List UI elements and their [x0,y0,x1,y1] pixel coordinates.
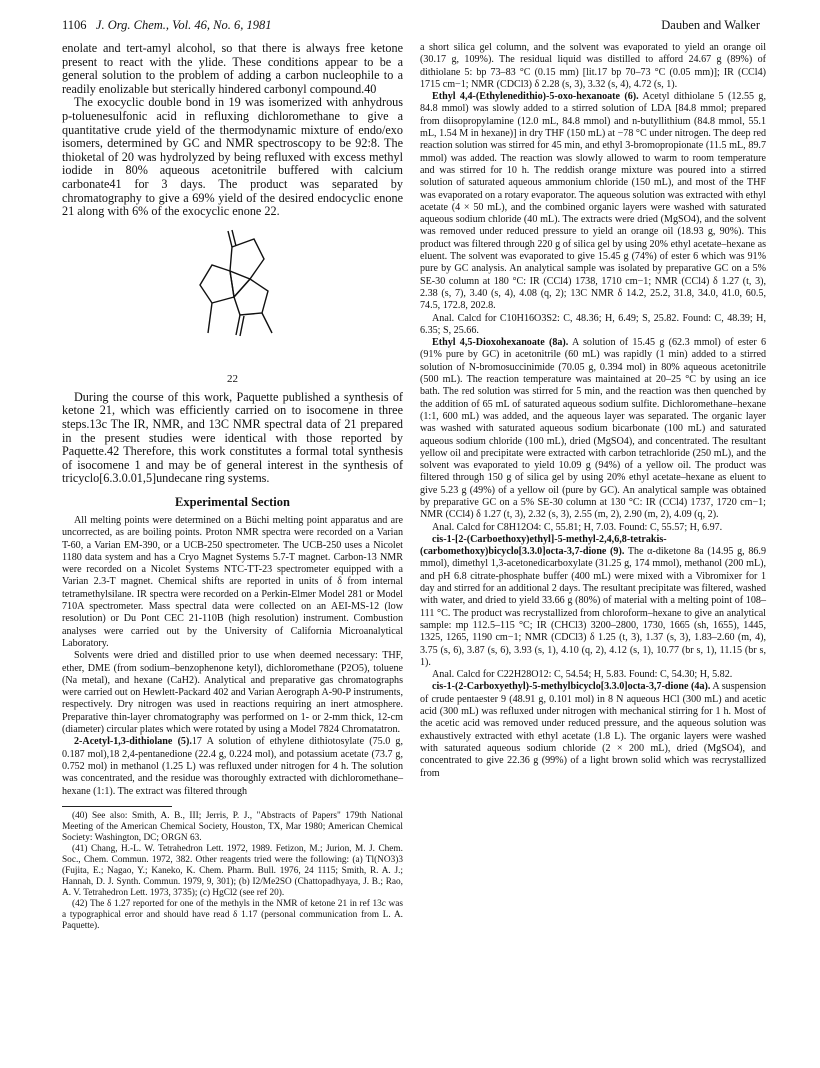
structure-label: 22 [227,372,238,385]
header-authors: Dauben and Walker [661,18,760,32]
footnote-40: (40) See also: Smith, A. B., III; Jerris, P. J., "Abstracts of Papers" 179th National Meeting of the American Chemical Society, Houston, TX, Mar 1980; American Chemical Society: Washington, DC; ORGN 63. [62,810,403,843]
section-title: Experimental Section [175,494,290,509]
paquette-paragraph: During the course of this work, Paquette published a synthesis of ketone 21, which was efficiently carried on to isocomene in three steps.13c The IR, NMR, and 13C NMR spectral data of 21 prepared in the present studies were identical with those reported by Paquette.42 Therefore, this work constitutes a formal total synthesis of isocomene 1 and may be of general interest in the synthesis of tricyclo[6.3.0.01,5]undecane ring systems. [62,389,403,486]
structure-ring-left [200,265,234,303]
experimental-paragraph-3 [62,736,403,797]
structure-bond [230,271,234,297]
page-number: 1106 [62,18,87,32]
structure-drawing [182,229,282,369]
running-header [62,18,760,34]
chemical-structure-22 [62,223,403,391]
compound-4a-title: cis-1-(2-Carboxyethyl)-5-methylbicyclo[3.3.0]octa-3,7-dione (4a). [432,681,711,693]
intro-paragraph-2: The exocyclic double bond in 19 was isomerized with anhydrous p-toluenesulfonic acid in refluxing dichloromethane to give a quantitative crude yield of the thermodynamic mixture of endo/exo isomers, determined by GC and NMR spectroscopy to be 92:8. The thioketal of 20 was hydrolyzed by being refluxed with excess methyl iodide in 80% aqueous acetonitrile buffered with calcium carbonate41 for 3 days. The product was separated by chromatography to give a 69% yield of the desired endocyclic enone 21 along with 6% of the exocyclic enone 22. [62,95,403,219]
journal-citation: J. Org. Chem., Vol. 46, No. 6, 1981 [95,18,272,32]
compound-8a-paragraph [420,337,766,521]
compound-9-text: The α-diketone 8a (14.95 g, 86.9 mmol), dimethyl 1,3-acetonedicarboxylate (31.25 g, 174 mmol), methanol (200 mL), and pH 6.8 citrate-phosphate buffer (400 mL) were mixed with a Vibromixer for 1 day and stirred for an additional 2 days. The resultant precipitate was filtered, washed with water, and dried to yield 33.66 g (80%) of material with a melting point of 108–111 °C. The product was recrystallized from chloroform–hexane to give an analytical sample: mp 112.5–115 °C; IR (CHCl3) 3200–2800, 1730, 1665 (sh, 1655), 1445, 1325, 1265, 1190 cm−1; NMR (CDCl3) δ 1.25 (t, 3), 1.37 (s, 3), 1.83–2.60 (m, 4), 3.75 (s, 6), 3.87 (s, 6), 3.93 (s, 1), 4.10 (q, 2), 4.12 (s, 1), 10.77 (br s, 1), 11.15 (br s, 1). [420,546,766,668]
compound-4a-paragraph [420,681,766,779]
right-column [420,42,766,780]
compound-8a-analysis: Anal. Calcd for C8H12O4: C, 55.81; H, 7.03. Found: C, 55.57; H, 6.97. [432,521,723,533]
left-column [62,42,403,932]
experimental-paragraph-2: Solvents were dried and distilled prior to use when deemed necessary: THF, ether, DME (from sodium–benzophenone ketyl), dichloromethane (P2O5), toluene (Na metal), and hexane (CaH2). Analytical and preparative gas chromatographs were carried out on Hewlett-Packard 402 and Varian Aerograph A-90-P instruments, respectively. Dry nitrogen was used in reactions requiring an inert atmosphere. Preparative thin-layer chromatography was performed on 1- or 2-mm thick, 12-cm (diameter) circular plates which were rotated by using a Model 7824 Chromatatron. [62,650,403,736]
compound-4a-text: A suspension of crude pentaester 9 (48.91 g, 0.101 mol) in 8 N aqueous HCl (300 mL) and acetic acid (300 mL) was refluxed under nitrogen with mechanical stirring for 1 h. Most of the acetic acid was removed under reduced pressure, and the aqueous solution was exhaustively extracted with ethyl acetate (1.8 L). The organic layers were washed with saturated aqueous sodium chloride (2 × 200 mL), dried (MgSO4), and concentrated to give 22.36 g (99%) of a light brown solid which was recrystallized from [420,681,767,779]
compound-8a-text: A solution of 15.45 g (62.3 mmol) of ester 6 (91% pure by GC) in acetonitrile (60 mL) was rapidly (1 min) added to a stirred solution of N-bromosuccinimide (70.05 g, 0.394 mol) in 80% aqueous acetonitrile (500 mL). The reaction temperature was maintained at 20–25 °C by using an ice bath. The red solution was stirred for 5 min, and the reaction was then quenched by the addition of 65 mL of saturated aqueous sodium sulfite. Dichloromethane–hexane (1:1, 600 mL) was added, and the aqueous layer was separated. The organic layer was washed with saturated aqueous sodium bicarbonate (100 mL) and saturated aqueous sodium chloride (100 mL), dried (MgSO4), and concentrated. The resultant yellow oil and precipitate were extracted with carbon tetrachloride (250 mL), and the solvent was evaporated to yield 10.09 g (94%) of a yellow oil. The product was filtered through 150 g of silica gel by using 20% ethyl acetate–hexane as eluent to give 5.23 g (49%) of a yellow oil (pure by GC). An analytical sample was obtained by preparative GC on a 5% SE-30 column at 130 °C: IR (CCl4) 1737, 1720 cm−1; NMR (CCl4) δ 1.27 (t, 3), 2.32 (s, 3), 2.55 (m, 2), 2.90 (m, 2), 4.09 (q, 2). [420,337,767,521]
compound-9-analysis: Anal. Calcd for C22H28O12: C, 54.54; H, 5.83. Found: C, 54.30; H, 5.82. [432,669,733,681]
compound-6-paragraph [420,91,766,312]
experimental-paragraph-1: All melting points were determined on a Büchi melting point apparatus and are uncorrected, as are boiling points. Proton NMR spectra were recorded on a Varian T-60, a Varian EM-390, or a UCB-250 spectrometer. The UCB-250 uses a Nicolet 1180 data system and has a Cryo Magnet Systems 5.7-T magnet. Carbon-13 NMR were recorded on a Nicolet Systems NTC-TT-23 spectrometer equipped with a Varian 2.3-T magnet. Chemical shifts are reported in units of δ from internal tetramethylsilane. IR spectra were recorded on a Perkin-Elmer Model 281 or Model 710A spectrometer. Mass spectral data were collected on an AEI-MS-12 (low resolution) or Du Pont CEC 21-110B (high resolution) instrument. Combustion analyses were carried out by the University of California Microanalytical Laboratory. [62,514,403,649]
intro-paragraph-1: enolate and tert-amyl alcohol, so that there is always free ketone present to react with the ylide. These conditions appear to be a general solution to the problem of adding a carbon nucleophile to a readily enolizable but sterically hindered carbonyl compound.40 [62,41,403,96]
footnotes [62,811,403,932]
footnote-41: (41) Chang, H.-L. W. Tetrahedron Lett. 1972, 1989. Fetizon, M.; Jurion, M. J. Chem. Soc., Chem. Commun. 1972, 382. Other reagents tried were the following: (a) Tl(NO3)3 (Fujita, E.; Nagao, Y.; Kaneko, K. Chem. Pharm. Bull. 1976, 24 1115; Smith, R. A. J.; Hannah, D. J. Synth. Commun. 1979, 9, 301); (b) I2/Me2SO (Chattopadhyaya, J. B.; Rao, A. V. Tetrahedron Lett. 1973, 3735); (c) HgCl2 (see ref 20). [62,843,403,898]
structure-ring-right [234,279,268,315]
compound-6-title: Ethyl 4,4-(Ethylenedithio)-5-oxo-hexanoate (6). [432,91,639,103]
compound-6-analysis: Anal. Calcd for C10H16O3S2: C, 48.36; H, 6.49; S, 25.82. Found: C, 48.39; H, 6.35; S, 25.66. [420,312,766,336]
compound-5-title: 2-Acetyl-1,3-dithiolane (5). [74,736,192,748]
compound-5-text: 17 A solution of ethylene dithiotosylate (75.0 g, 0.187 mol),18 2,4-pentanedione (22.4 g, 0.224 mol), and potassium acetate (73.7 g, 0.752 mol) in methanol (1.25 L) was refluxed under nitrogen for 4 h. The solution was concentrated, and the residue was thoroughly extracted with dichloromethane–hexane (1:1). The extract was filtered through [62,736,404,797]
header-left [62,18,272,34]
continued-paragraph: a short silica gel column, and the solvent was evaporated to yield an orange oil (30.17 g, 109%). The residual liquid was distilled to afford 24.67 g (89%) of dithiolane 5: bp 73–83 °C (0.15 mm) [lit.17 bp 70–73 °C (0.05 mm)]; IR (CCl4) 1715 cm−1; NMR (CDCl3) δ 2.28 (s, 3), 3.32 (s, 4), 4.72 (s, 1). [420,42,766,90]
compound-9-paragraph [420,534,766,669]
compound-9-title: cis-1-[2-(Carboethoxy)ethyl]-5-methyl-2,4,6,8-tetrakis-(carbomethoxy)bicyclo[3.3.0]octa-3,7-dione (9). [420,533,667,558]
footnote-rule [62,806,172,807]
footnote-42: (42) The δ 1.27 reported for one of the methyls in the NMR of ketone 21 in ref 13c was a typographical error and should have read δ 1.17 (personal communication from L. A. Paquette). [62,898,403,931]
compound-6-text: Acetyl dithiolane 5 (12.55 g, 84.8 mmol) was slowly added to a stirred solution of LDA [84.8 mmol; prepared from diisopropylamine (12.0 mL, 84.8 mmol) and n-butyllithium (84.8 mmol, 55.1 mL, 1.54 M in hexane)] in dry THF (150 mL) at −78 °C under nitrogen. The deep red reaction solution was stirred for 45 min, and ethyl 3-bromopropionate (11.5 mL, 89.7 mmol) was added. The reaction was slowly allowed to warm to room temperature and was stirred for 10 h. The reddish orange mixture was poured into a stirred solution of saturated aqueous ammonium chloride (150 mL), and most of the THF was evaporated on a rotary evaporator. The aqueous solution was extracted with ethyl acetate (4 × 50 mL), and the combined organic layers were washed with saturated aqueous sodium chloride (40 mL). The extracts were dried (MgSO4), and the solvent was removed under reduced pressure to yield an orange oil (18.93 g, 90%). This product was filtered through 220 g of silica gel by using 20% ethyl acetate–hexane as eluent. The solvent was evaporated to give 15.45 g (74%) of ester 6 which was 91% pure by GC analysis. An analytical sample was isolated by preparative GC on a 5% SE-30 column at 180 °C: IR (CCl4) 1738, 1710 cm−1; NMR (CCl4) δ 1.27 (t, 3), 2.38 (s, 7), 3.40 (s, 4), 4.08 (q, 2); 13C NMR δ 14.2, 25.2, 31.8, 34.0, 41.0, 60.5, 74.5, 172.8, 202.8. [420,91,767,312]
compound-8a-title: Ethyl 4,5-Dioxohexanoate (8a). [432,337,569,349]
